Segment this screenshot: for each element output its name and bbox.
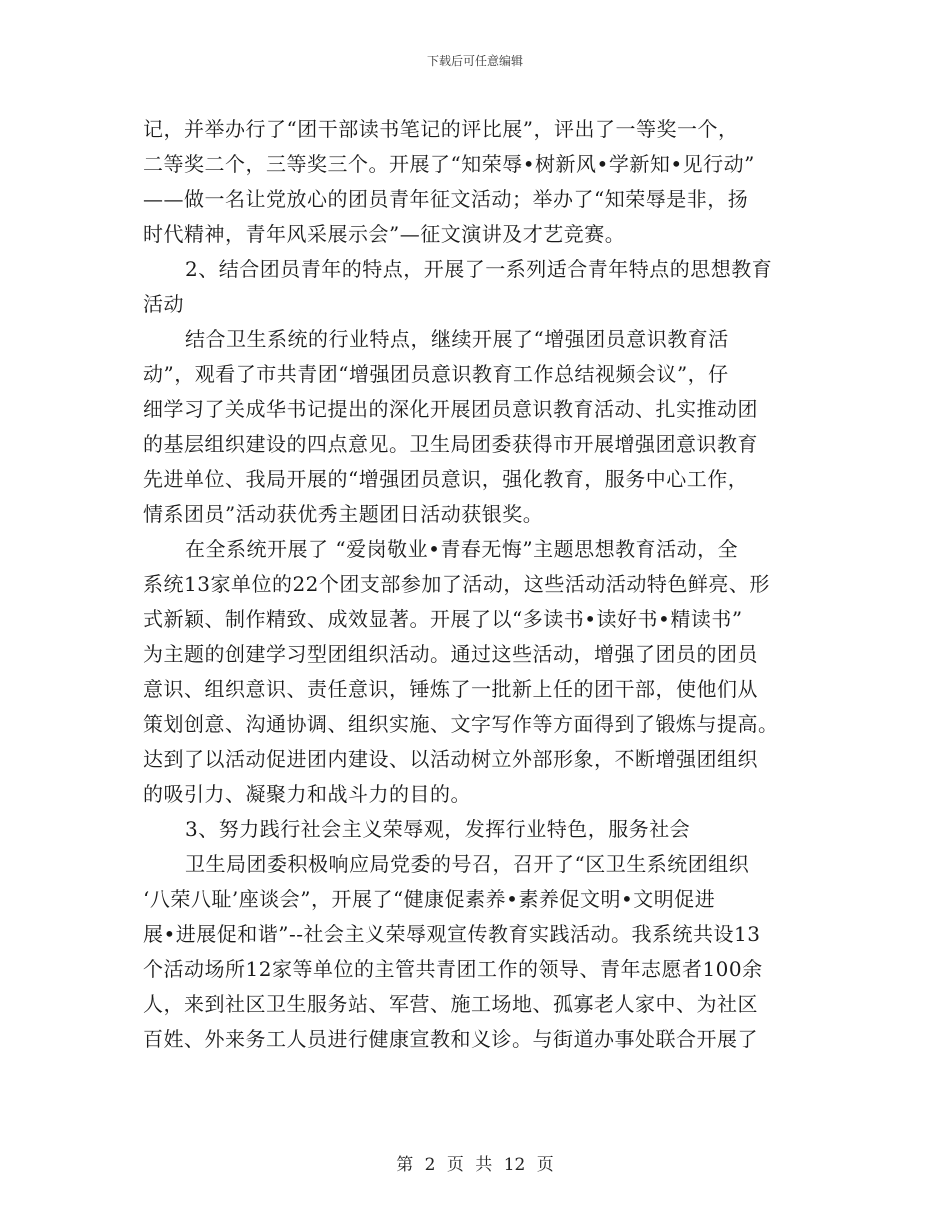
text-line: 式新颖、制作精致、成效显著。开展了以“多读书•读好书•精读书” [143, 607, 743, 631]
text-line: 百姓、外来务工人员进行健康宣教和义诊。与街道办事处联合开展了 [143, 1027, 758, 1051]
text-line: 的基层组织建设的四点意见。卫生局团委获得市开展增强团意识教育 [143, 432, 758, 456]
text-line: 系统13家单位的22个团支部参加了活动，这些活动活动特色鲜亮、形 [143, 572, 770, 596]
text-line: 为主题的创建学习型团组织活动。通过这些活动，增强了团员的团员 [143, 642, 758, 666]
text-line: 记，并举办行了“团干部读书笔记的评比展”，评出了一等奖一个， [143, 117, 739, 141]
body-text [143, 112, 815, 1057]
page-header: 下载后可任意编辑 [426, 54, 523, 68]
paragraph-start: 在全系统开展了 “爱岗敬业•青春无悔”主题思想教育活动，全 [185, 537, 739, 561]
text-line: 人，来到社区卫生服务站、军营、施工场地、孤寡老人家中、为社区 [143, 992, 758, 1016]
text-line: ——做一名让党放心的团员青年征文活动；举办了“知荣辱是非，扬 [143, 187, 749, 211]
text-line: 展•进展促和谐”--社会主义荣辱观宣传教育实践活动。我系统共设13 [143, 922, 761, 946]
text-line: 的吸引力、凝聚力和战斗力的目的。 [143, 782, 471, 806]
page-footer: 第 2 页 共 12 页 [396, 1155, 554, 1175]
section-heading-2: 2、结合团员青年的特点，开展了一系列适合青年特点的思想教育 [185, 257, 773, 281]
text-line: 意识、组织意识、责任意识，锤炼了一批新上任的团干部，使他们从 [143, 677, 758, 701]
text-line: 情系团员”活动获优秀主题团日活动获银奖。 [143, 502, 544, 526]
paragraph-start: 结合卫生系统的行业特点，继续开展了“增强团员意识教育活 [185, 327, 729, 351]
text-line: ‘八荣八耻’座谈会”，开展了“健康促素养•素养促文明•文明促进 [143, 887, 716, 911]
paragraph-start: 卫生局团委积极响应局党委的号召，召开了“区卫生系统团组织 [185, 852, 750, 876]
text-line: 策划创意、沟通协调、组织实施、文字写作等方面得到了锻炼与提高。 [143, 712, 779, 736]
text-line: 动”，观看了市共青团“增强团员意识教育工作总结视频会议”，仔 [143, 362, 729, 386]
section-heading-3: 3、努力践行社会主义荣辱观，发挥行业特色，服务社会 [185, 817, 691, 841]
section-heading-2-cont: 活动 [143, 292, 184, 316]
text-line: 细学习了关成华书记提出的深化开展团员意识教育活动、扎实推动团 [143, 397, 758, 421]
text-line: 时代精神，青年风采展示会”—征文演讲及才艺竞赛。 [143, 222, 626, 246]
text-line: 二等奖二个，三等奖三个。开展了“知荣辱•树新风•学新知•见行动” [143, 152, 755, 176]
text-line: 达到了以活动促进团内建设、以活动树立外部形象，不断增强团组织 [143, 747, 758, 771]
text-line: 个活动场所12家等单位的主管共青团工作的领导、青年志愿者100余 [143, 957, 763, 981]
text-line: 先进单位、我局开展的“增强团员意识，强化教育，服务中心工作， [143, 467, 749, 491]
